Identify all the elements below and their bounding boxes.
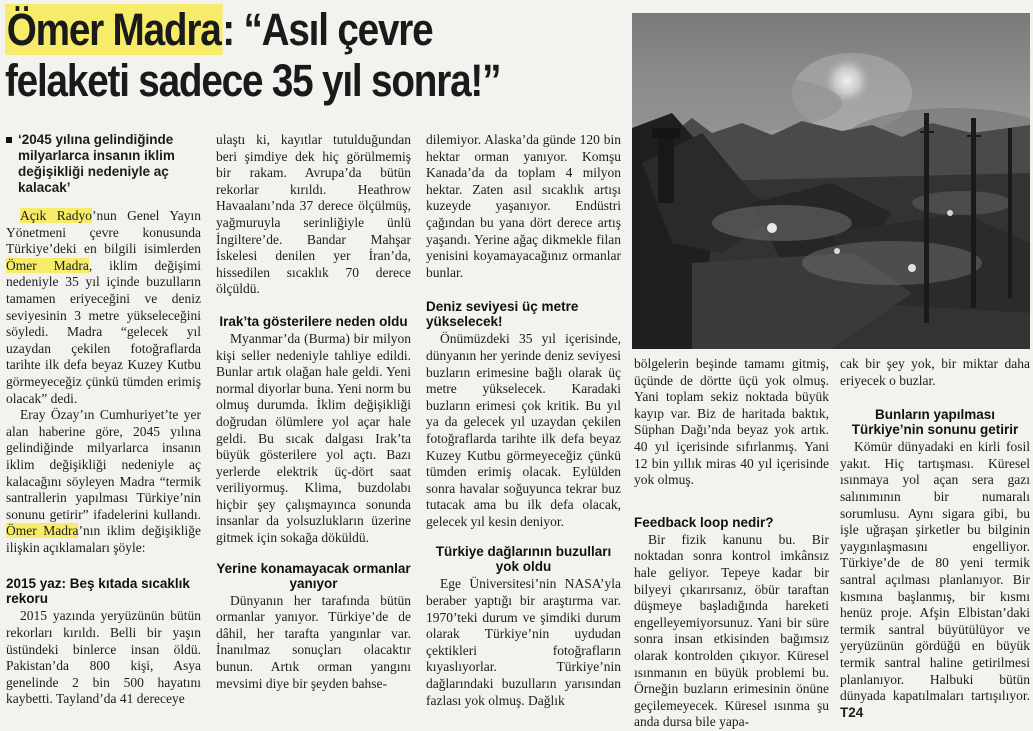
paragraph: Ege Üniversitesi’nin NASA’yla beraber yaptığı bir araştırma var. 1970’teki durum ve şimdiki durum olarak Türkiye’nin uydudan çektikleri fotoğrafların kıyaslıyorlar. Türkiye’nin dağlarındaki buzulların yarısından fazlası yok olmuş. Dağlık xyxy=(426,576,621,708)
paragraph: Açık Radyo’nun Genel Yayın Yönetmeni çevre konusunda Türkiye’deki en bilgili isimlerden Ömer Madra, iklim değişimi nedeniyle 35 yıl içinde buzulların tamamen eriyeceğini ve deniz seviyesinin 3 metre yükseleceğini söyledi. Madra “gelecek yıl uzaydan çekilen fotoğraflarda tarihte ilk defa beyaz Kuzey Kutbu görmeyeceğiz çünkü tümden erimiş olacak” dedi. xyxy=(6,208,201,406)
column-1 xyxy=(6,132,201,708)
bullet-square-icon xyxy=(6,137,12,143)
paragraph: Dünyanın her tarafında bütün ormanlar yanıyor. Türkiye’de de dâhil, her tarafta yangınlar var. İnanılmaz sonuçları olacaktır bunun. Artık orman yangını mevsimi diye bir şeyden bahse- xyxy=(216,592,411,691)
highlight-omer-madra: Ömer Madra xyxy=(6,257,89,273)
column-2 xyxy=(216,132,411,692)
paragraph: Myanmar’da (Burma) bir milyon kişi seller nedeniyle tahliye edildi. Bunlar artık olağan hale geldi. Yeni normal diyorlar buna. Yeni norm bu olmuş durumda. İklim değişikliği doğrudan ölümlere yol açar hale geldi. Bu sıcak dalgası Irak’ta büyük gösterilere yol açtı. Bazı yerlerde elektrik üç-dört saat veriliyormuş. Klima, buzdolabı hiçbir şey çalışmayınca sonunda insanlar da yolsuzlukların üzerine gitmek için sokağa döküldü. xyxy=(216,330,411,546)
subheading: Irak’ta gösterilere neden oldu xyxy=(219,313,408,329)
spot-quote xyxy=(6,132,201,196)
paragraph: Kömür dünyadaki en kirli fosil yakıt. Hiç tartışması. Küresel ısınmaya yol açan sera gazı salınımının bir numaralı sorumlusu. Aynı sigara gibi, bu işle uğraşan şirketler bu bilginin yaygınlaşmasını engelliyor. Türkiye’de de 80 yeni termik santral açılması planlanıyor. Bir kısmına başlanmış, bir kısmı henüz proje. Afşin Elbistan’daki termik santral büyütülüyor ve yeryüzünün gördüğü en büyük termik santral haline getirilmesi planlanıyor. Halbuki bütün dünyada kapatılmaları tartışılıyor. T24 xyxy=(840,439,1030,720)
highlight-omer-madra: Ömer Madra xyxy=(6,523,79,539)
paragraph: bölgelerin beşinde tamamı gitmiş, üçünde de dörtte üçü yok olmuş. Yani toplam sekiz noktada büyük kayıp var. Biz de haritada baktık, Süphan Dağı’nda beyaz yok artık. 40 yıl içerisinde sıfırlanmış. Yani 12 bin yıllık miras 40 yıl içerisinde yok olmuş. xyxy=(634,356,829,488)
paragraph: Eray Özay’ın Cumhuriyet’te yer alan haberine göre, 2045 yılına gelindiğinde milyarlarca insanın iklim değişikliği nedeniyle aç kalacağını söyleyen Madra “termik santrallerin yapılması Türkiye’nin sonunu getirir” ifadelerini kullandı. Ömer Madra’nın iklim değişikliğe ilişkin açıklamaları şöyle: xyxy=(6,407,201,555)
paragraph: 2015 yazında yeryüzünün bütün rekorları kırıldı. Belli bir yaşın üstündeki binlerce insan öldü. Pakistan’da 800 kişi, Asya genelinde 2 bin 500 hayatını kaybetti. Tayland’da 41 dereceye xyxy=(6,608,201,707)
burned-village-photo xyxy=(632,13,1030,349)
headline-line1 xyxy=(5,4,538,55)
headline-name: Ömer Madra xyxy=(6,4,221,55)
signature: T24 xyxy=(840,704,864,720)
paragraph: Bir fizik kanunu bu. Bir noktadan sonra kontrol imkânsız hale geliyor. Tepeye kadar bir bilyeyi çıkarırsanız, öbür taraftan düşmeye başladığında hareketi engelleyemiyorsunuz. Yani bir süre sonra insan etkisinden bağımsız olarak kontrolden çıkıyor. Küresel ısınmanın en büyük problemi bu. Örneğin buzların erimesinin önüne geçilemeyecek. Küresel ısınma şu anda dursa bile yapa- xyxy=(634,531,829,730)
paragraph: cak bir şey yok, bir miktar daha eriyecek o buzlar. xyxy=(840,356,1030,388)
column-5 xyxy=(840,356,1030,721)
headline-line2: felaketi sadece 35 yıl sonra!” xyxy=(5,55,501,106)
paragraph: Önümüzdeki 35 yıl içerisinde, dünyanın her yerinde deniz seviyesi buzların erimesine bağlı olarak üç metre yükselecek. Karadaki buzların erimesi çok kritik. Bu yıl ya da gelecek yıl uzaydan çekilen fotoğraflarda tarihte ilk defa beyaz Kuzey Kutbu görmeyeceğiz çünkü tümden erimiş olacak. Eylülden sonra havalar soğuyunca tekrar buz tutacak ama bu ilk defa olacak, gelecek yıl kesin deniyor. xyxy=(426,331,621,529)
highlight-acik-radyo: Açık Radyo xyxy=(20,208,92,223)
subheading: Bunların yapılması Türkiye’nin sonunu getirir xyxy=(851,407,1019,438)
paragraph: dilemiyor. Alaska’da günde 120 bin hektar orman yanıyor. Komşu Kanada’da da toplam 4 milyon hektar. Zaten asıl sıcaklık artışı kuzeyde yaşanıyor. Endüstri çağından bu yana dört derece artış yaşandı. Yerine ağaç dikmekle filan yenisini koyamayacağınız ormanlar bunlar. xyxy=(426,132,621,280)
column-3 xyxy=(426,132,621,709)
subheading: Türkiye dağlarının buzulları yok oldu xyxy=(435,544,612,575)
subheading: Deniz seviyesi üç metre yükselecek! xyxy=(426,299,579,330)
headline xyxy=(5,4,538,106)
paragraph: ulaştı ki, kayıtlar tutulduğundan beri şimdiye dek hiç görülmemiş bir rakam. Avrupa’da bütün rekorlar kırıldı. Heathrow Havaalanı’nda 37 derece ölçülmüş, yağmuruyla serinliğiyle ünlü İngiltere’de. Bandar Mahşar İskelesi denilen yer İran’da, hissedilen sıcaklık 70 derece ölçüldü. xyxy=(216,132,411,297)
photo-illustration xyxy=(632,13,1030,349)
spot-text: ‘2045 yılına gelindiğinde milyarlarca insanın iklim değişikliği nedeniyle aç kalacak’ xyxy=(18,132,175,195)
subheading: Feedback loop nedir? xyxy=(634,514,774,530)
subheading: 2015 yaz: Beş kıtada sıcaklık rekoru xyxy=(6,576,190,607)
headline-rest: : “Asıl çevre xyxy=(222,4,433,55)
column-4 xyxy=(634,356,829,731)
subheading: Yerine konamayacak ormanlar yanıyor xyxy=(216,560,411,591)
